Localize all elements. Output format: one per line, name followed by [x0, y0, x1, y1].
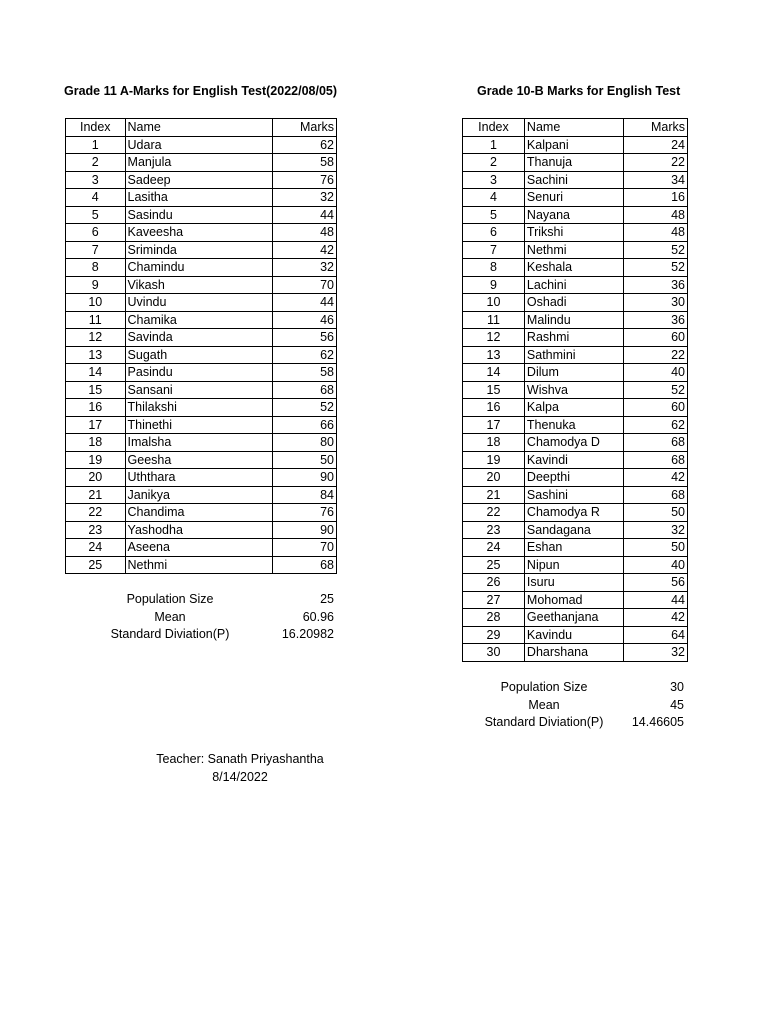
row-marks: 32 — [624, 644, 688, 662]
row-index: 17 — [66, 416, 126, 434]
stat-label: Standard Diviation(P) — [484, 715, 604, 729]
grade10b-marks-table — [462, 118, 688, 662]
row-name: Eshan — [524, 539, 623, 557]
row-index: 14 — [66, 364, 126, 382]
row-index: 22 — [463, 504, 525, 522]
row-marks: 32 — [624, 521, 688, 539]
row-index: 5 — [463, 206, 525, 224]
row-index: 24 — [66, 539, 126, 557]
row-index: 12 — [66, 329, 126, 347]
row-marks: 84 — [273, 486, 337, 504]
row-marks: 42 — [624, 469, 688, 487]
row-index: 7 — [66, 241, 126, 259]
row-name: Kaveesha — [125, 224, 273, 242]
table-row — [463, 189, 688, 207]
row-name: Pasindu — [125, 364, 273, 382]
row-index: 25 — [66, 556, 126, 574]
row-index: 19 — [463, 451, 525, 469]
row-marks: 68 — [624, 486, 688, 504]
table-row — [463, 609, 688, 627]
row-index: 14 — [463, 364, 525, 382]
row-marks: 52 — [624, 241, 688, 259]
header-name: Name — [524, 119, 623, 137]
row-index: 8 — [463, 259, 525, 277]
table-row — [463, 399, 688, 417]
table-row — [66, 276, 337, 294]
row-name: Thinethi — [125, 416, 273, 434]
row-marks: 50 — [624, 504, 688, 522]
row-marks: 52 — [624, 381, 688, 399]
header-index: Index — [463, 119, 525, 137]
table-row — [66, 154, 337, 172]
row-index: 20 — [463, 469, 525, 487]
row-index: 11 — [463, 311, 525, 329]
table-row — [66, 136, 337, 154]
row-marks: 58 — [273, 364, 337, 382]
report-date: 8/14/2022 — [212, 769, 268, 784]
row-name: Aseena — [125, 539, 273, 557]
row-name: Sugath — [125, 346, 273, 364]
row-name: Sansani — [125, 381, 273, 399]
row-name: Udara — [125, 136, 273, 154]
row-index: 13 — [463, 346, 525, 364]
table2-title: Grade 10-B Marks for English Test — [477, 84, 681, 98]
table-row — [66, 381, 337, 399]
grade11a-marks-table — [65, 118, 337, 574]
table-row — [463, 556, 688, 574]
table-row — [463, 364, 688, 382]
row-index: 8 — [66, 259, 126, 277]
table-row — [463, 451, 688, 469]
row-marks: 50 — [273, 451, 337, 469]
row-index: 18 — [463, 434, 525, 452]
table-row — [463, 434, 688, 452]
table-row — [66, 294, 337, 312]
row-index: 4 — [463, 189, 525, 207]
row-marks: 48 — [624, 206, 688, 224]
header-marks: Marks — [273, 119, 337, 137]
row-marks: 22 — [624, 154, 688, 172]
row-index: 28 — [463, 609, 525, 627]
row-name: Chamindu — [125, 259, 273, 277]
stat-standard-deviation — [64, 627, 336, 645]
row-name: Sandagana — [524, 521, 623, 539]
table-row — [463, 241, 688, 259]
stat-label: Mean — [154, 609, 186, 624]
row-index: 13 — [66, 346, 126, 364]
row-index: 10 — [66, 294, 126, 312]
table-row — [463, 294, 688, 312]
row-name: Nethmi — [125, 556, 273, 574]
row-marks: 48 — [624, 224, 688, 242]
stat-value: 60.96 — [302, 609, 334, 624]
row-index: 3 — [463, 171, 525, 189]
row-name: Oshadi — [524, 294, 623, 312]
row-name: Uththara — [125, 469, 273, 487]
table-header-row — [463, 119, 688, 137]
stat-label: Population Size — [500, 680, 588, 694]
stat-label: Population Size — [126, 592, 214, 606]
row-marks: 56 — [273, 329, 337, 347]
row-index: 17 — [463, 416, 525, 434]
table-row — [463, 539, 688, 557]
row-name: Thilakshi — [125, 399, 273, 417]
row-name: Vikash — [125, 276, 273, 294]
header-name: Name — [125, 119, 273, 137]
header-index: Index — [66, 119, 126, 137]
row-name: Sathmini — [524, 346, 623, 364]
row-index: 24 — [463, 539, 525, 557]
table-row — [463, 311, 688, 329]
table-header-row — [66, 119, 337, 137]
table-row — [463, 591, 688, 609]
row-marks: 32 — [273, 259, 337, 277]
row-marks: 50 — [624, 539, 688, 557]
table2-statistics — [462, 680, 688, 733]
table-row — [66, 206, 337, 224]
row-name: Manjula — [125, 154, 273, 172]
row-name: Kalpani — [524, 136, 623, 154]
stat-value: 30 — [670, 680, 684, 694]
table-row — [463, 574, 688, 592]
row-index: 1 — [463, 136, 525, 154]
row-name: Senuri — [524, 189, 623, 207]
row-marks: 68 — [273, 381, 337, 399]
row-name: Malindu — [524, 311, 623, 329]
row-index: 21 — [66, 486, 126, 504]
table1-title: Grade 11 A-Marks for English Test(2022/08/05) — [64, 84, 338, 98]
stat-label: Standard Diviation(P) — [110, 627, 230, 641]
row-marks: 60 — [624, 399, 688, 417]
table-row — [463, 171, 688, 189]
table1-statistics — [64, 592, 336, 645]
table-row — [463, 259, 688, 277]
row-name: Sachini — [524, 171, 623, 189]
row-index: 1 — [66, 136, 126, 154]
row-marks: 90 — [273, 521, 337, 539]
row-name: Isuru — [524, 574, 623, 592]
row-name: Keshala — [524, 259, 623, 277]
row-name: Chamodya R — [524, 504, 623, 522]
table-row — [463, 504, 688, 522]
stat-mean — [462, 698, 688, 716]
row-name: Chamodya D — [524, 434, 623, 452]
stat-standard-deviation — [462, 715, 688, 733]
table-row — [66, 521, 337, 539]
row-marks: 44 — [273, 294, 337, 312]
row-marks: 40 — [624, 556, 688, 574]
row-name: Nipun — [524, 556, 623, 574]
row-name: Kavindi — [524, 451, 623, 469]
table-row — [66, 451, 337, 469]
stat-value: 16.20982 — [281, 627, 334, 641]
row-name: Kavindu — [524, 626, 623, 644]
table-row — [463, 626, 688, 644]
row-index: 29 — [463, 626, 525, 644]
row-index: 16 — [66, 399, 126, 417]
stat-population-size — [64, 592, 336, 610]
row-marks: 34 — [624, 171, 688, 189]
row-index: 7 — [463, 241, 525, 259]
table-row — [66, 399, 337, 417]
stat-value: 25 — [320, 592, 334, 606]
stat-value: 14.46605 — [631, 715, 684, 729]
row-marks: 64 — [624, 626, 688, 644]
row-name: Rashmi — [524, 329, 623, 347]
row-marks: 70 — [273, 276, 337, 294]
row-index: 21 — [463, 486, 525, 504]
row-marks: 42 — [624, 609, 688, 627]
row-marks: 36 — [624, 276, 688, 294]
table-row — [463, 381, 688, 399]
table-row — [463, 644, 688, 662]
table-row — [463, 224, 688, 242]
row-index: 5 — [66, 206, 126, 224]
row-index: 27 — [463, 591, 525, 609]
table-row — [66, 469, 337, 487]
row-index: 2 — [66, 154, 126, 172]
table-row — [463, 136, 688, 154]
row-name: Lachini — [524, 276, 623, 294]
teacher-signature-block — [130, 751, 350, 786]
stat-label: Mean — [528, 697, 560, 712]
row-name: Wishva — [524, 381, 623, 399]
row-marks: 22 — [624, 346, 688, 364]
row-name: Savinda — [125, 329, 273, 347]
row-index: 4 — [66, 189, 126, 207]
row-index: 15 — [463, 381, 525, 399]
table-row — [463, 329, 688, 347]
row-marks: 16 — [624, 189, 688, 207]
row-marks: 24 — [624, 136, 688, 154]
table-row — [463, 416, 688, 434]
row-name: Geethanjana — [524, 609, 623, 627]
table-row — [66, 171, 337, 189]
row-marks: 62 — [624, 416, 688, 434]
stat-value: 45 — [670, 697, 684, 712]
row-index: 18 — [66, 434, 126, 452]
table-row — [66, 346, 337, 364]
table-row — [463, 276, 688, 294]
table-row — [463, 154, 688, 172]
row-index: 6 — [66, 224, 126, 242]
row-name: Sashini — [524, 486, 623, 504]
row-marks: 60 — [624, 329, 688, 347]
row-marks: 32 — [273, 189, 337, 207]
row-index: 16 — [463, 399, 525, 417]
row-index: 9 — [463, 276, 525, 294]
table-row — [66, 224, 337, 242]
row-marks: 44 — [273, 206, 337, 224]
table-row — [66, 556, 337, 574]
row-index: 6 — [463, 224, 525, 242]
row-marks: 44 — [624, 591, 688, 609]
row-name: Geesha — [125, 451, 273, 469]
row-marks: 68 — [273, 556, 337, 574]
table-row — [463, 346, 688, 364]
row-index: 9 — [66, 276, 126, 294]
row-name: Janikya — [125, 486, 273, 504]
row-marks: 76 — [273, 504, 337, 522]
row-marks: 66 — [273, 416, 337, 434]
row-name: Yashodha — [125, 521, 273, 539]
row-index: 3 — [66, 171, 126, 189]
row-name: Nayana — [524, 206, 623, 224]
row-index: 26 — [463, 574, 525, 592]
row-name: Dharshana — [524, 644, 623, 662]
row-marks: 76 — [273, 171, 337, 189]
row-name: Trikshi — [524, 224, 623, 242]
stat-mean — [64, 610, 336, 628]
row-marks: 68 — [624, 451, 688, 469]
row-marks: 80 — [273, 434, 337, 452]
row-name: Imalsha — [125, 434, 273, 452]
row-marks: 58 — [273, 154, 337, 172]
table-row — [66, 241, 337, 259]
row-marks: 70 — [273, 539, 337, 557]
row-marks: 36 — [624, 311, 688, 329]
row-marks: 42 — [273, 241, 337, 259]
row-name: Kalpa — [524, 399, 623, 417]
row-name: Nethmi — [524, 241, 623, 259]
table-row — [66, 539, 337, 557]
stat-population-size — [462, 680, 688, 698]
row-index: 11 — [66, 311, 126, 329]
header-marks: Marks — [624, 119, 688, 137]
table-row — [463, 206, 688, 224]
row-name: Sasindu — [125, 206, 273, 224]
row-marks: 52 — [273, 399, 337, 417]
table-row — [66, 189, 337, 207]
table-row — [66, 311, 337, 329]
row-name: Lasitha — [125, 189, 273, 207]
row-marks: 46 — [273, 311, 337, 329]
row-marks: 40 — [624, 364, 688, 382]
row-name: Sriminda — [125, 241, 273, 259]
row-index: 23 — [463, 521, 525, 539]
row-index: 23 — [66, 521, 126, 539]
table-row — [66, 329, 337, 347]
table-row — [66, 486, 337, 504]
row-name: Sadeep — [125, 171, 273, 189]
row-index: 2 — [463, 154, 525, 172]
row-name: Thenuka — [524, 416, 623, 434]
row-marks: 62 — [273, 136, 337, 154]
table-row — [463, 469, 688, 487]
row-marks: 68 — [624, 434, 688, 452]
row-index: 12 — [463, 329, 525, 347]
table-row — [463, 521, 688, 539]
row-index: 10 — [463, 294, 525, 312]
table-row — [463, 486, 688, 504]
table-row — [66, 259, 337, 277]
table-row — [66, 434, 337, 452]
row-marks: 62 — [273, 346, 337, 364]
row-marks: 56 — [624, 574, 688, 592]
row-name: Dilum — [524, 364, 623, 382]
teacher-name: Teacher: Sanath Priyashantha — [156, 752, 324, 766]
row-marks: 30 — [624, 294, 688, 312]
row-name: Chamika — [125, 311, 273, 329]
table-row — [66, 364, 337, 382]
row-index: 19 — [66, 451, 126, 469]
row-name: Thanuja — [524, 154, 623, 172]
row-name: Deepthi — [524, 469, 623, 487]
row-marks: 48 — [273, 224, 337, 242]
row-index: 15 — [66, 381, 126, 399]
row-name: Uvindu — [125, 294, 273, 312]
row-index: 22 — [66, 504, 126, 522]
table-row — [66, 416, 337, 434]
table-row — [66, 504, 337, 522]
row-index: 20 — [66, 469, 126, 487]
row-index: 25 — [463, 556, 525, 574]
row-index: 30 — [463, 644, 525, 662]
row-name: Chandima — [125, 504, 273, 522]
row-marks: 90 — [273, 469, 337, 487]
row-name: Mohomad — [524, 591, 623, 609]
row-marks: 52 — [624, 259, 688, 277]
